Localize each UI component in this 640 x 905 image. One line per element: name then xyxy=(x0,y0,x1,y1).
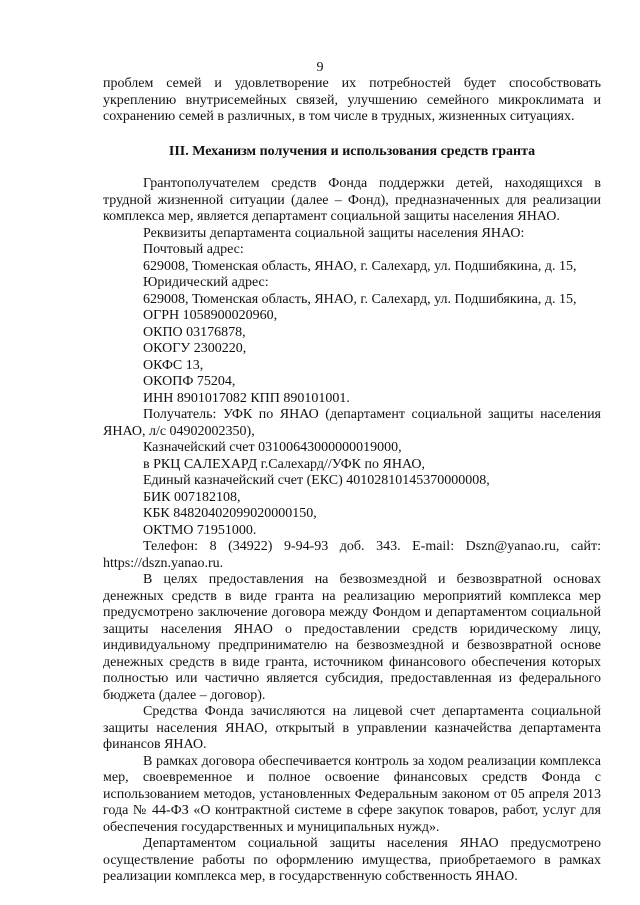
postal-address: 629008, Тюменская область, ЯНАО, г. Салехард, ул. Подшибякина, д. 15, xyxy=(143,258,577,274)
grantee-paragraph: Грантополучателем средств Фонда поддержки детей, находящихся в трудной жизненной ситуации (далее – Фонд), предназначенных для реализации комплекса мер, является департамент социальной защиты населения ЯНАО. xyxy=(103,176,601,224)
okpo: ОКПО 03176878, xyxy=(143,324,246,340)
kbk: КБК 84820402099020000150, xyxy=(143,506,317,521)
okfs: ОКФС 13, xyxy=(143,357,204,373)
page-number: 9 xyxy=(316,60,324,75)
oktmo: ОКТМО 71951000. xyxy=(143,522,257,538)
treasury-account: Казначейский счет 03100643000000019000, xyxy=(143,440,402,455)
requisites-title: Реквизиты департамента социальной защиты населения ЯНАО: xyxy=(143,225,525,241)
agreement-paragraph: В целях предоставления на безвозмездной и безвозвратной основах денежных средств в виде гранта на реализацию мероприятий комплекса мер предусмотрено заключение договора между Фондом и департаментом социальной защиты населения ЯНАО о предоставлении средств юридическому лицу, индивидуальному предпринимателю на безвозмездной и безвозвратной основе денежных средств в виде гранта, источником финансового обеспечения которых полностью или частично является субсидия, предоставленная из федерального бюджета (далее – договор). xyxy=(103,572,601,703)
bik: БИК 007182108, xyxy=(143,489,241,505)
inn-kpp: ИНН 8901017082 КПП 890101001. xyxy=(143,390,350,406)
section-title: III. Механизм получения и использования средств гранта xyxy=(168,143,536,159)
okopf: ОКОПФ 75204, xyxy=(143,374,236,389)
recipient: Получатель: УФК по ЯНАО (департамент социальной защиты населения ЯНАО, л/с 04902002350), xyxy=(103,407,601,439)
postal-address-label: Почтовый адрес: xyxy=(143,242,244,257)
intro-paragraph: проблем семей и удовлетворение их потребностей будет способствовать укреплению внутрисемейных связей, улучшению семейного микроклимата и сохранению семей в различных, в том числе в трудных, жизненных ситуациях. xyxy=(103,76,601,124)
contacts: Телефон: 8 (34922) 9-94-93 доб. 343. E-mail: Dszn@yanao.ru, сайт: https://dszn.yanao.ru. xyxy=(103,539,601,571)
ogrn: ОГРН 1058900020960, xyxy=(143,308,278,323)
funds-paragraph: Средства Фонда зачисляются на лицевой счет департамента социальной защиты населения ЯНАО, открытый в управлении казначейства департамента финансов ЯНАО. xyxy=(103,704,601,752)
okogu: ОКОГУ 2300220, xyxy=(143,341,247,356)
bank: в РКЦ САЛЕХАРД г.Салехард//УФК по ЯНАО, xyxy=(143,456,425,472)
legal-address-label: Юридический адрес: xyxy=(143,275,269,290)
property-paragraph: Департаментом социальной защиты населения ЯНАО предусмотрено осуществление работы по оформлению имущества, приобретаемого в рамках реализации комплекса мер, в государственную собственность ЯНАО. xyxy=(103,836,601,884)
control-paragraph: В рамках договора обеспечивается контроль за ходом реализации комплекса мер, своевременное и полное освоение финансовых средств Фонда с использованием методов, установленных Федеральным законом от 05 апреля 2013 года № 44-ФЗ «О контрактной системе в сфере закупок товаров, работ, услуг для обеспечения государственных и муниципальных нужд». xyxy=(103,753,601,835)
single-treasury-account: Единый казначейский счет (ЕКС) 40102810145370000008, xyxy=(143,473,490,488)
document-body xyxy=(103,76,601,886)
legal-address: 629008, Тюменская область, ЯНАО, г. Салехард, ул. Подшибякина, д. 15, xyxy=(143,291,577,307)
